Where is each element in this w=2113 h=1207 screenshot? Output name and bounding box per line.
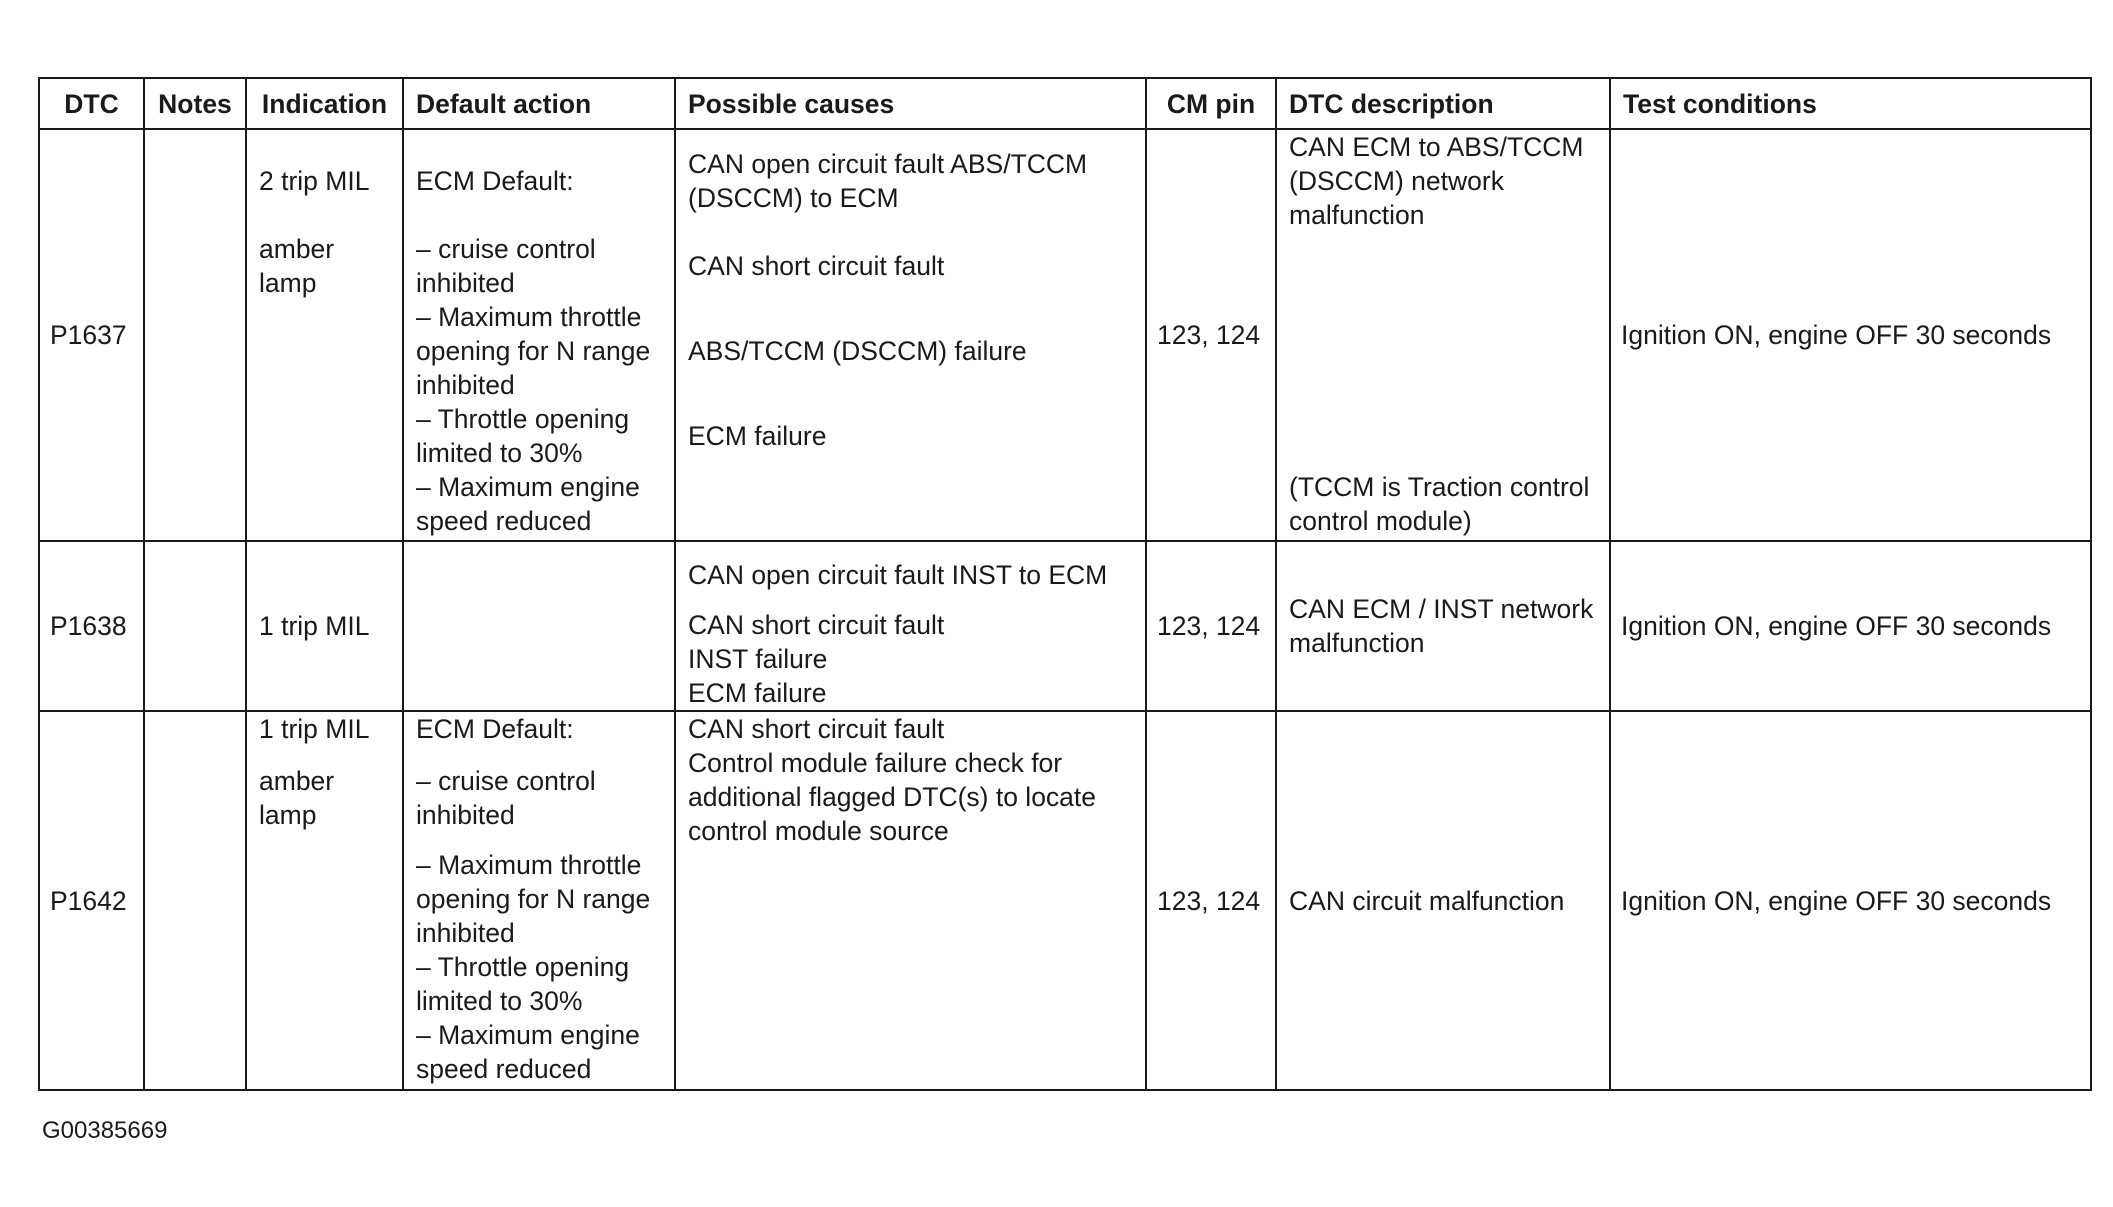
dtc-description-cell <box>1276 129 1610 541</box>
indication-line: 1 trip MIL <box>259 714 370 744</box>
indication-line: 2 trip MIL <box>259 166 370 196</box>
header-dtc: DTC <box>39 78 144 129</box>
indication-line: lamp <box>259 800 317 830</box>
default-action-line: speed reduced <box>416 506 592 536</box>
dtc-code-cell <box>39 541 144 711</box>
dtc-table-sheet <box>38 77 2090 1091</box>
dtc-description-line: CAN ECM / INST network <box>1289 594 1594 624</box>
test-conditions-text: Ignition ON, engine OFF 30 seconds <box>1621 611 2052 641</box>
notes-cell <box>144 541 246 711</box>
default-action-line: inhibited <box>416 268 515 298</box>
table-row <box>39 129 2091 541</box>
possible-cause-line: ECM failure <box>688 421 827 451</box>
dtc-table <box>38 77 2092 1091</box>
test-conditions-cell <box>1610 711 2091 1090</box>
dtc-code-cell <box>39 129 144 541</box>
indication-cell <box>246 711 403 1090</box>
default-action-cell <box>403 541 675 711</box>
possible-causes-cell <box>675 711 1146 1090</box>
default-action-line: inhibited <box>416 918 515 948</box>
possible-cause-line: CAN open circuit fault ABS/TCCM <box>688 149 1088 179</box>
table-row <box>39 541 2091 711</box>
default-action-line: ECM Default: <box>416 714 574 744</box>
default-action-line: – Maximum engine <box>416 472 640 502</box>
dtc-description-line: (DSCCM) network <box>1289 166 1504 196</box>
indication-cell <box>246 541 403 711</box>
default-action-line: inhibited <box>416 800 515 830</box>
dtc-code-cell <box>39 711 144 1090</box>
header-dtc-description: DTC description <box>1276 78 1610 129</box>
possible-cause-line: CAN short circuit fault <box>688 714 945 744</box>
indication-line: amber <box>259 766 335 796</box>
default-action-line: – Maximum engine <box>416 1020 640 1050</box>
cm-pin-value: 123, 124 <box>1157 885 1261 916</box>
possible-cause-line: control module source <box>688 816 949 846</box>
indication-line: 1 trip MIL <box>259 611 370 641</box>
header-cm-pin: CM pin <box>1146 78 1276 129</box>
cm-pin-value: 123, 124 <box>1157 320 1261 350</box>
dtc-code: P1638 <box>50 611 127 641</box>
test-conditions-text: Ignition ON, engine OFF 30 seconds <box>1621 320 2052 350</box>
cm-pin-cell <box>1146 129 1276 541</box>
dtc-description-line: CAN ECM to ABS/TCCM <box>1289 132 1584 162</box>
default-action-line: – Maximum throttle <box>416 850 642 880</box>
default-action-line: inhibited <box>416 370 515 400</box>
default-action-line: opening for N range <box>416 884 651 914</box>
default-action-line: limited to 30% <box>416 438 583 468</box>
possible-cause-line: CAN short circuit fault <box>688 610 945 640</box>
possible-cause-line: CAN open circuit fault INST to ECM <box>688 560 1108 590</box>
possible-cause-line: Control module failure check for <box>688 748 1063 778</box>
header-possible-causes: Possible causes <box>675 78 1146 129</box>
possible-cause-line: INST failure <box>688 644 828 674</box>
header-notes: Notes <box>144 78 246 129</box>
default-action-line: – cruise control <box>416 234 596 264</box>
dtc-description-line: control module) <box>1289 506 1472 536</box>
default-action-cell <box>403 711 675 1090</box>
dtc-description-line: CAN circuit malfunction <box>1289 885 1565 916</box>
default-action-line: – Throttle opening <box>416 404 630 434</box>
header-indication: Indication <box>246 78 403 129</box>
indication-line: amber <box>259 234 335 264</box>
indication-line: lamp <box>259 268 317 298</box>
dtc-description-cell <box>1276 541 1610 711</box>
dtc-code: P1642 <box>50 885 127 916</box>
possible-causes-cell <box>675 541 1146 711</box>
dtc-description-line: malfunction <box>1289 628 1425 658</box>
notes-cell <box>144 711 246 1090</box>
possible-cause-line: additional flagged DTC(s) to locate <box>688 782 1097 812</box>
dtc-description-line: malfunction <box>1289 200 1425 230</box>
possible-cause-line: ABS/TCCM (DSCCM) failure <box>688 336 1027 366</box>
dtc-description-cell <box>1276 711 1610 1090</box>
default-action-line: – cruise control <box>416 766 596 796</box>
default-action-line: – Maximum throttle <box>416 302 642 332</box>
possible-cause-line: (DSCCM) to ECM <box>688 183 899 213</box>
cm-pin-value: 123, 124 <box>1157 611 1261 641</box>
notes-cell <box>144 129 246 541</box>
header-default-action: Default action <box>403 78 675 129</box>
cm-pin-cell <box>1146 541 1276 711</box>
default-action-line: limited to 30% <box>416 986 583 1016</box>
test-conditions-cell <box>1610 541 2091 711</box>
possible-causes-cell <box>675 129 1146 541</box>
possible-cause-line: CAN short circuit fault <box>688 251 945 281</box>
dtc-code: P1637 <box>50 320 127 350</box>
default-action-line: – Throttle opening <box>416 952 630 982</box>
default-action-line: ECM Default: <box>416 166 574 196</box>
figure-id: G00385669 <box>42 1117 168 1144</box>
test-conditions-cell <box>1610 129 2091 541</box>
default-action-line: opening for N range <box>416 336 651 366</box>
table-header-row <box>39 78 2091 129</box>
default-action-cell <box>403 129 675 541</box>
table-row <box>39 711 2091 1090</box>
cm-pin-cell <box>1146 711 1276 1090</box>
header-test-conditions: Test conditions <box>1610 78 2091 129</box>
default-action-line: speed reduced <box>416 1054 592 1084</box>
dtc-description-line: (TCCM is Traction control <box>1289 472 1590 502</box>
possible-cause-line: ECM failure <box>688 678 827 708</box>
indication-cell <box>246 129 403 541</box>
test-conditions-text: Ignition ON, engine OFF 30 seconds <box>1621 885 2052 916</box>
